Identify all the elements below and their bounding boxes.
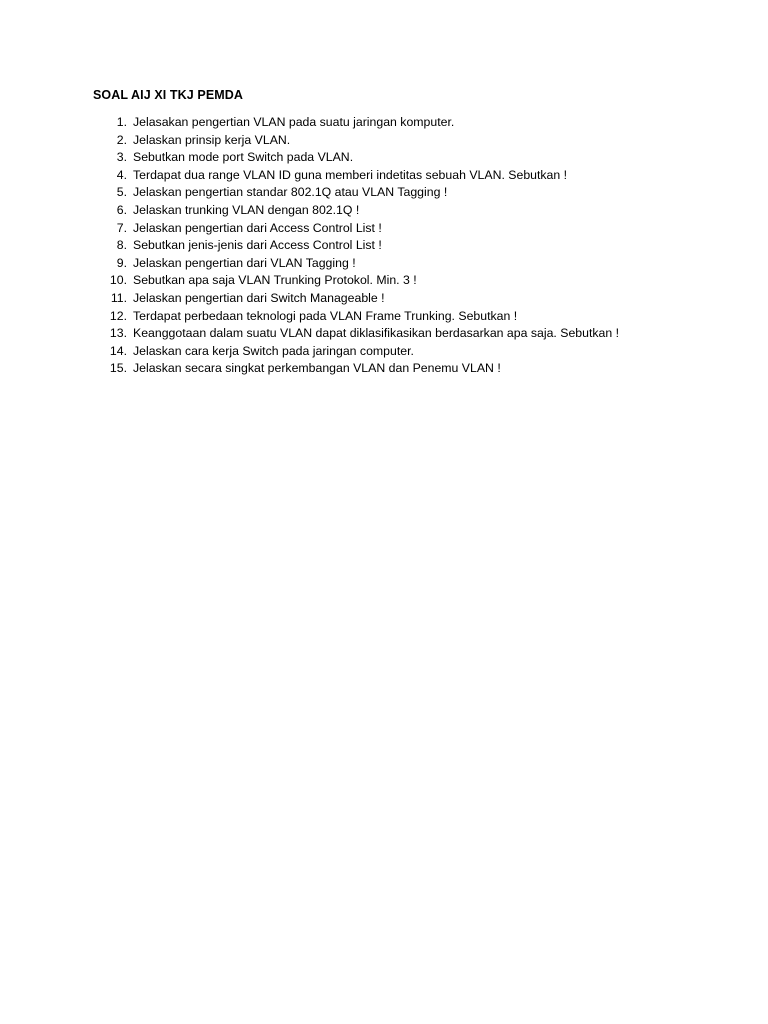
question-item xyxy=(93,309,619,327)
question-item xyxy=(93,133,619,151)
question-number: 14. xyxy=(109,343,127,358)
question-item xyxy=(93,326,619,344)
question-list xyxy=(93,115,619,379)
question-text: Jelaskan prinsip kerja VLAN. xyxy=(133,132,291,147)
question-text: Sebutkan apa saja VLAN Trunking Protokol. Min. 3 ! xyxy=(133,273,417,288)
question-text: Jelaskan pengertian dari VLAN Tagging ! xyxy=(133,255,356,270)
question-item xyxy=(93,238,619,256)
document-title: SOAL AIJ XI TKJ PEMDA xyxy=(93,88,244,102)
question-text: Terdapat dua range VLAN ID guna memberi indetitas sebuah VLAN. Sebutkan ! xyxy=(133,167,568,182)
question-text: Sebutkan mode port Switch pada VLAN. xyxy=(133,150,354,165)
question-number: 5. xyxy=(116,185,127,200)
question-text: Jelaskan cara kerja Switch pada jaringan computer. xyxy=(133,343,414,358)
question-text: Jelaskan secara singkat perkembangan VLAN dan Penemu VLAN ! xyxy=(133,361,501,376)
question-item xyxy=(93,291,619,309)
question-item xyxy=(93,273,619,291)
question-item xyxy=(93,256,619,274)
question-text: Jelaskan pengertian standar 802.1Q atau VLAN Tagging ! xyxy=(133,185,448,200)
question-item xyxy=(93,150,619,168)
question-item xyxy=(93,185,619,203)
question-text: Jelaskan pengertian dari Switch Manageable ! xyxy=(133,290,385,305)
question-item xyxy=(93,344,619,362)
question-number: 3. xyxy=(116,150,127,165)
question-number: 15. xyxy=(109,361,127,376)
question-item xyxy=(93,203,619,221)
question-number: 9. xyxy=(116,255,127,270)
question-item xyxy=(93,115,619,133)
question-text: Keanggotaan dalam suatu VLAN dapat diklasifikasikan berdasarkan apa saja. Sebutkan ! xyxy=(133,326,620,341)
question-number: 6. xyxy=(116,202,127,217)
question-number: 11. xyxy=(110,290,127,305)
question-number: 10. xyxy=(109,273,127,288)
question-text: Jelaskan trunking VLAN dengan 802.1Q ! xyxy=(133,202,360,217)
question-text: Jelasakan pengertian VLAN pada suatu jaringan komputer. xyxy=(133,115,455,129)
question-number: 8. xyxy=(116,238,127,253)
question-number: 2. xyxy=(116,132,127,147)
question-number: 4. xyxy=(116,167,127,182)
question-text: Sebutkan jenis-jenis dari Access Control List ! xyxy=(133,238,382,253)
question-text: Jelaskan pengertian dari Access Control List ! xyxy=(133,220,382,235)
question-number: 12. xyxy=(109,308,127,323)
question-item xyxy=(93,361,619,379)
question-number: 1. xyxy=(116,115,127,129)
question-number: 7. xyxy=(116,220,127,235)
question-item xyxy=(93,168,619,186)
question-text: Terdapat perbedaan teknologi pada VLAN Frame Trunking. Sebutkan ! xyxy=(133,308,518,323)
question-number: 13. xyxy=(109,326,127,341)
question-item xyxy=(93,221,619,239)
